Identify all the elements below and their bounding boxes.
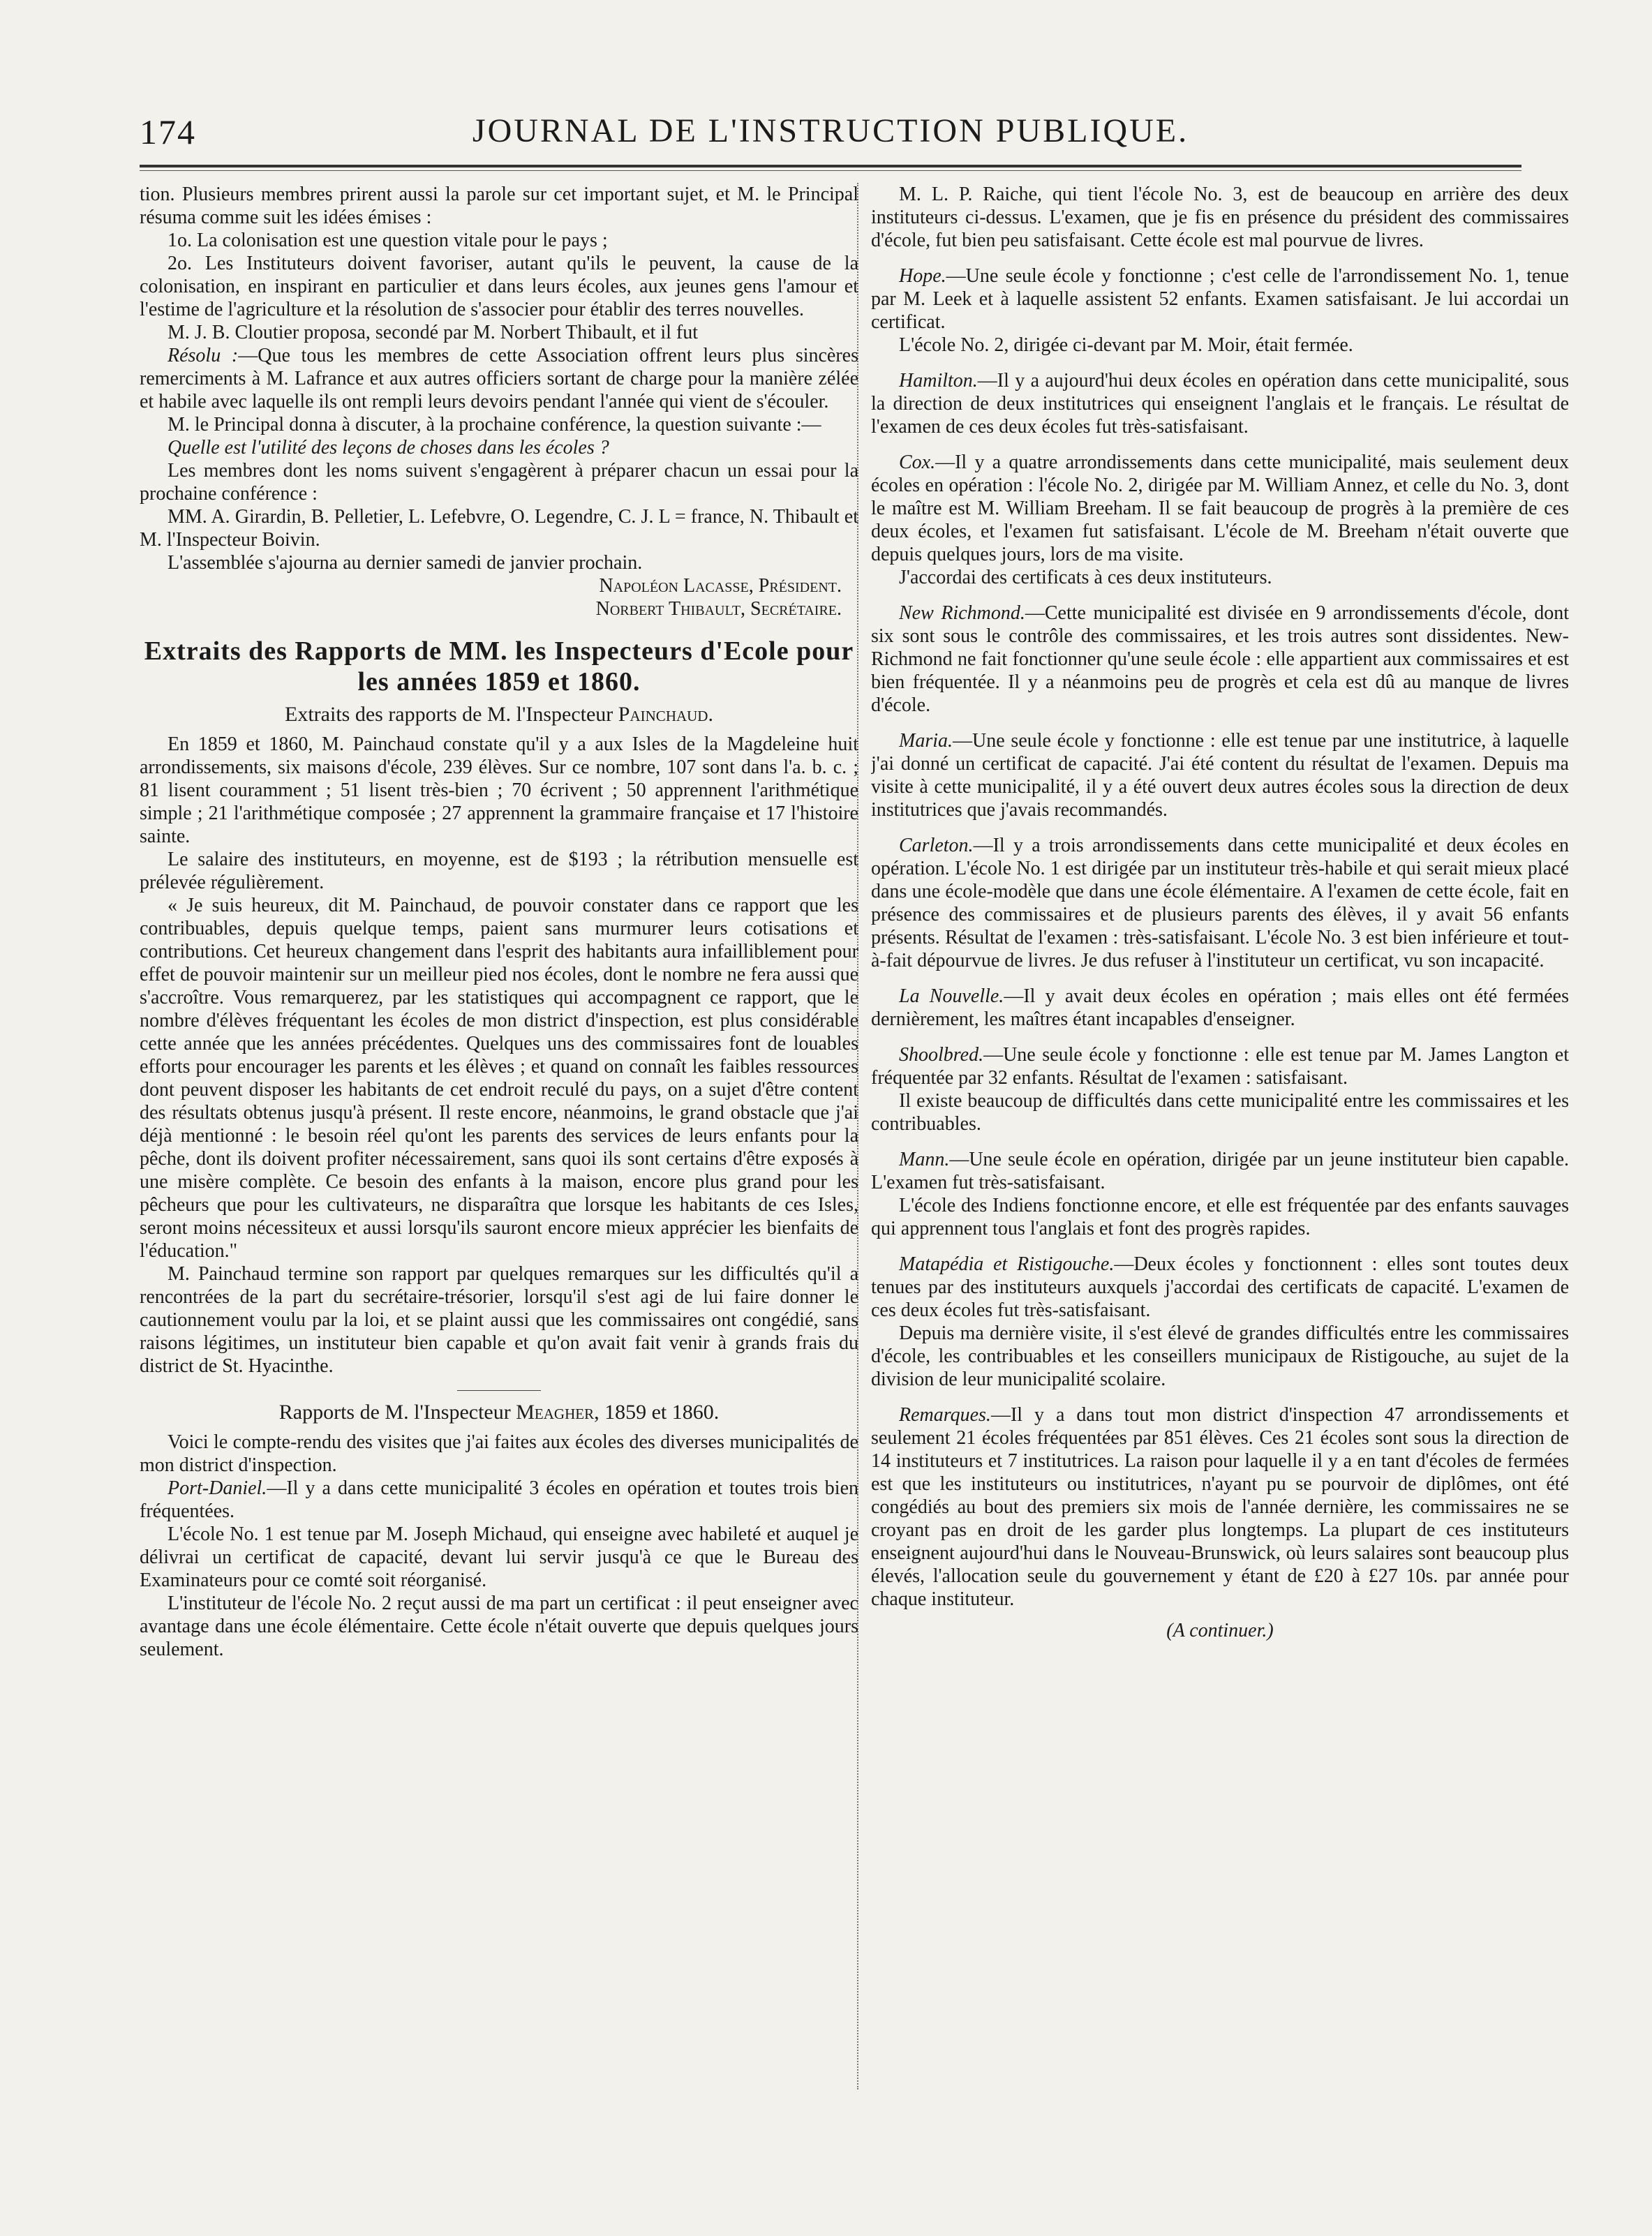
paragraph: tion. Plusieurs membres prirent aussi la parole sur cet important sujet, et M. le Principal résuma comme suit les idées émises : xyxy=(140,184,858,228)
paragraph: Depuis ma dernière visite, il s'est élevé de grandes difficultés entre les commissaires d'école, les contribuables et les conseillers municipaux de Ristigouche, au sujet de la division de leur municipalité scolaire. xyxy=(871,1322,1569,1390)
paragraph: J'accordai des certificats à ces deux instituteurs. xyxy=(899,567,1272,588)
paragraph xyxy=(871,985,1569,1031)
paragraph: M. L. P. Raiche, qui tient l'école No. 3, est de beaucoup en arrière des deux instituteurs ci-dessus. L'examen, que je fis en présence du président des commissaires d'école, fut bien peu satisfaisant. Cette école est mal pourvue de livres. xyxy=(871,184,1569,251)
section-rule xyxy=(457,1390,541,1391)
place-name: Port-Daniel. xyxy=(168,1477,267,1499)
place-name: Hope. xyxy=(899,265,946,287)
paragraph: Il existe beaucoup de difficultés dans cette municipalité entre les commissaires et les contribuables. xyxy=(871,1090,1569,1135)
paragraph: L'école No. 2, dirigée ci-devant par M. Moir, était fermée. xyxy=(899,334,1353,356)
sub-heading-prefix: Rapports de M. l'Inspecteur xyxy=(278,1401,511,1424)
page-number: 174 xyxy=(140,112,196,151)
paragraph xyxy=(871,1403,1569,1611)
resolution-text: —Que tous les membres de cette Association offrent leurs plus sincères remerciments à M. Lafrance et aux autres officiers sortant de charge pour la manière zélée et habile avec laquelle ils ont rempli leurs devoirs pendant l'année qui vient de s'écouler. xyxy=(140,345,858,412)
paragraph: Voici le compte-rendu des visites que j'ai faites aux écoles des diverses municipalités de mon district d'inspection. xyxy=(140,1431,858,1476)
paragraph-text: —Une seule école en opération, dirigée par un jeune instituteur bien capable. L'examen fut très-satisfaisant. xyxy=(871,1149,1569,1193)
paragraph-text: —Il y a aujourd'hui deux écoles en opération dans cette municipalité, sous la direction de deux institutrices qui enseignent l'anglais et le français. Le résultat de l'examen de ces deux écoles fut très-satisfaisant. xyxy=(871,370,1569,438)
sub-heading-years: 1859 et 1860. xyxy=(604,1401,720,1424)
place-name: Hamilton. xyxy=(899,370,978,392)
section-heading: Extraits des Rapports de MM. les Inspecteurs d'Ecole pour les années 1859 et 1860. xyxy=(144,636,854,696)
question-paragraph xyxy=(140,436,858,459)
signature-president: Napoléon Lacasse, Président. xyxy=(599,575,842,597)
place-name: New Richmond. xyxy=(899,602,1025,624)
place-name: Matapédia et Ristigouche. xyxy=(899,1253,1115,1275)
paragraph xyxy=(871,369,1569,438)
sub-heading-prefix: Extraits des rapports de M. l'Inspecteur xyxy=(285,703,613,726)
right-column xyxy=(871,183,1569,2096)
place-name: Shoolbred. xyxy=(899,1044,984,1066)
paragraph: Le salaire des instituteurs, en moyenne, est de $193 ; la rétribution mensuelle est prélevée régulièrement. xyxy=(140,849,858,893)
paragraph: M. J. B. Cloutier proposa, secondé par M. Norbert Thibault, et il fut xyxy=(168,322,699,343)
paragraph: 1o. La colonisation est une question vitale pour le pays ; xyxy=(168,230,608,251)
page-header xyxy=(140,112,1521,156)
paragraph: M. Painchaud termine son rapport par quelques remarques sur les difficultés qu'il a rencontrées de la part du secrétaire-trésorier, lorsqu'il s'est agi de lui faire donner le cautionnement voulu par la loi, et se plaint aussi que les commissaires ont congédié, sans raisons légitimes, un instituteur bien capable et qu'on avait fait venir à grands frais du district de St. Hyacinthe. xyxy=(140,1263,858,1377)
sub-heading-painchaud xyxy=(140,703,858,726)
paragraph: « Je suis heureux, dit M. Painchaud, de pouvoir constater dans ce rapport que les contribuables, depuis quelque temps, paient sans murmurer leurs cotisations et contributions. Cet heureux changement dans l'esprit des habitants aura infailliblement pour effet de pouvoir maintenir sur un meilleur pied nos écoles, dont le nombre ne fera aussi que s'accroître. Vous remarquerez, par les statistiques qui accompagnent ce rapport, que le nombre d'élèves fréquentant les écoles de mon district d'inspection, est plus considérable cette année que les années précédentes. Quelques uns des commissaires font de louables efforts pour encourager les parents et les élèves ; et quand on connaît les faibles ressources dont peuvent disposer les habitants de cet endroit reculé du pays, on a sujet d'être content des résultats obtenus jusqu'à présent. Il reste encore, néanmoins, le grand obstacle que j'ai déjà mentionné : le besoin réel qu'ont les parents des services de leurs enfants pour la pêche, dont ils doivent profiter nécessairement, sans quoi ils sont certains d'être exposés à une misère complète. Ce besoin des enfants à la maison, encore plus grand pour les pêcheurs que pour les cultivateurs, ne disparaîtra que lorsque les habitants de ces Isles, seront moins nécessiteux et aussi lorsqu'ils sauront encore mieux apprécier les bienfaits de l'éducation." xyxy=(140,895,858,1262)
paragraph-text: —Une seule école y fonctionne : elle est tenue par M. James Langton et fréquentée par 32 enfants. Résultat de l'examen : satisfaisant. xyxy=(871,1044,1569,1089)
sub-heading-meagher xyxy=(140,1401,858,1424)
resolution-term: Résolu : xyxy=(168,345,239,366)
paragraph xyxy=(871,602,1569,717)
header-rule xyxy=(140,165,1521,167)
paragraph xyxy=(871,1043,1569,1089)
paragraph-text: —Il y a dans tout mon district d'inspection 47 arrondissements et seulement 21 écoles fréquentées par 851 élèves. Ces 21 écoles sont sous la direction de 14 instituteurs et 7 institutrices. La raison pour laquelle il y a en tant d'écoles de fermées est que les instituteurs ou institutrices, n'ayant pu se pourvoir de diplômes, ont été congédiés au bout des premiers six mois de l'année dernière, les commissaires ne se croyant pas en droit de les garder plus longtemps. La plupart de ces instituteurs enseignent aujourd'hui dans le Nouveau-Brunswick, où leurs salaires sont beaucoup plus élevés, l'allocation seule du gouvernement y étant de £20 à £27 10s. par année pour chaque instituteur. xyxy=(871,1404,1569,1610)
place-name: Maria. xyxy=(899,730,953,752)
paragraph xyxy=(871,729,1569,821)
paragraph xyxy=(871,1148,1569,1194)
place-name: La Nouvelle. xyxy=(899,985,1004,1007)
paragraph-text: —Il y a dans cette municipalité 3 écoles en opération et toutes trois bien fréquentées. xyxy=(140,1477,858,1522)
paragraph xyxy=(871,264,1569,334)
header-rule-thin xyxy=(140,170,1521,171)
inspector-name: Meagher, xyxy=(516,1401,600,1424)
paragraph xyxy=(871,1253,1569,1322)
paragraph: L'école No. 1 est tenue par M. Joseph Michaud, qui enseigne avec habileté et auquel je délivrai un certificat de capacité, devant lui servir jusqu'à ce que le Bureau des Examinateurs pour ce comté soit réorganisé. xyxy=(140,1523,858,1591)
paragraph-text: —Une seule école y fonctionne ; c'est celle de l'arrondissement No. 1, tenue par M. Leek et à laquelle assistent 52 enfants. Examen satisfaisant. Je lui accordai un certificat. xyxy=(871,265,1569,333)
paragraph: L'instituteur de l'école No. 2 reçut aussi de ma part un certificat : il peut enseigner avec avantage dans une école élémentaire. Cette école n'était ouverte que depuis quelques jours seulement. xyxy=(140,1593,858,1660)
paragraph xyxy=(871,451,1569,566)
place-name: Mann. xyxy=(899,1149,950,1170)
inspector-name: Painchaud. xyxy=(618,703,713,726)
paragraph: M. le Principal donna à discuter, à la prochaine conférence, la question suivante :— xyxy=(168,414,821,435)
paragraph: L'école des Indiens fonctionne encore, et elle est fréquentée par des enfants sauvages qui apprennent tous l'anglais et font des progrès rapides. xyxy=(871,1195,1569,1239)
resolution-paragraph xyxy=(140,344,858,413)
paragraph-text: —Il y a trois arrondissements dans cette municipalité et deux écoles en opération. L'école No. 1 est dirigée par un instituteur très-habile et qui serait mieux placé dans une école-modèle que dans une école élémentaire. A l'examen de cette école, fait en présence des commissaires et de plusieurs parents des élèves, il y avait 56 enfants présents. Résultat de l'examen : très-satisfaisant. L'école No. 3 est bien inférieure et tout-à-fait dépourvue de livres. Je dus refuser à l'instituteur un certificat, vu son incapacité. xyxy=(871,835,1569,971)
paragraph-text: —Il y avait deux écoles en opération ; mais elles ont été fermées dernièrement, les maîtres étant incapables d'enseigner. xyxy=(871,985,1569,1030)
paragraph-text: —Une seule école y fonctionne : elle est tenue par une institutrice, à laquelle j'ai donné un certificat de capacité. J'ai été content du résultat de l'examen. Depuis ma visite à cette municipalité, il y a été ouvert deux autres écoles sous la direction de deux institutrices que j'avais recommandés. xyxy=(871,730,1569,821)
paragraph: Les membres dont les noms suivent s'engagèrent à préparer chacun un essai pour la prochaine conférence : xyxy=(140,460,858,505)
paragraph: 2o. Les Instituteurs doivent favoriser, autant qu'ils le peuvent, la cause de la colonisation, en inspirant en particulier et dans leurs écoles, aux jeunes gens l'amour et l'estime de l'agriculture et la résolution de s'associer pour établir des terres nouvelles. xyxy=(140,253,858,320)
paragraph xyxy=(871,834,1569,972)
journal-title: JOURNAL DE L'INSTRUCTION PUBLIQUE. xyxy=(472,112,1189,149)
paragraph: En 1859 et 1860, M. Painchaud constate qu'il y a aux Isles de la Magdeleine huit arrondissements, six maisons d'école, 239 élèves. Sur ce nombre, 107 sont dans l'a. b. c. ; 81 lisent couramment ; 51 lisent très-bien ; 70 écrivent ; 50 apprennent l'arithmétique simple ; 21 l'arithmétique composée ; 27 apprennent la grammaire française et 17 l'histoire sainte. xyxy=(140,733,858,847)
place-name: Cox. xyxy=(899,452,936,473)
paragraph: L'assemblée s'ajourna au dernier samedi de janvier prochain. xyxy=(168,552,643,574)
signature-secretary: Norbert Thibault, Secrétaire. xyxy=(595,598,842,620)
paragraph-text: —Deux écoles y fonctionnent : elles sont toutes deux tenues par des instituteurs auxquels j'accordai des certificats de capacité. L'examen de ces deux écoles fut très-satisfaisant. xyxy=(871,1253,1569,1321)
place-name: Carleton. xyxy=(899,835,974,856)
place-name: Remarques. xyxy=(899,1404,991,1426)
paragraph xyxy=(140,1477,858,1523)
paragraph: MM. A. Girardin, B. Pelletier, L. Lefebvre, O. Legendre, C. J. L = france, N. Thibault et M. l'Inspecteur Boivin. xyxy=(140,506,858,551)
paragraph-text: —Cette municipalité est divisée en 9 arrondissements d'école, dont six sont sous le contrôle des commissaires, et les trois autres sont dissidentes. New-Richmond ne fait fonctionner qu'une seule école : elle appartient aux commissaires et est bien fréquentée. Il y a néanmoins peu de progrès et cela est dû au manque de livres d'école. xyxy=(871,602,1569,716)
continued-note: (A continuer.) xyxy=(1166,1620,1274,1641)
left-column xyxy=(140,183,858,2096)
question-text: Quelle est l'utilité des leçons de choses dans les écoles ? xyxy=(168,437,609,459)
paragraph-text: —Il y a quatre arrondissements dans cette municipalité, mais seulement deux écoles en opération : l'école No. 2, dirigée par M. William Annez, et celle du No. 3, dont le maître est M. William Breeham. Il se fait beaucoup de progrès à la première de ces deux écoles, et l'examen fut satisfaisant. L'école de M. Breeham n'était ouverte que depuis quelques jours, lors de ma visite. xyxy=(871,452,1569,565)
